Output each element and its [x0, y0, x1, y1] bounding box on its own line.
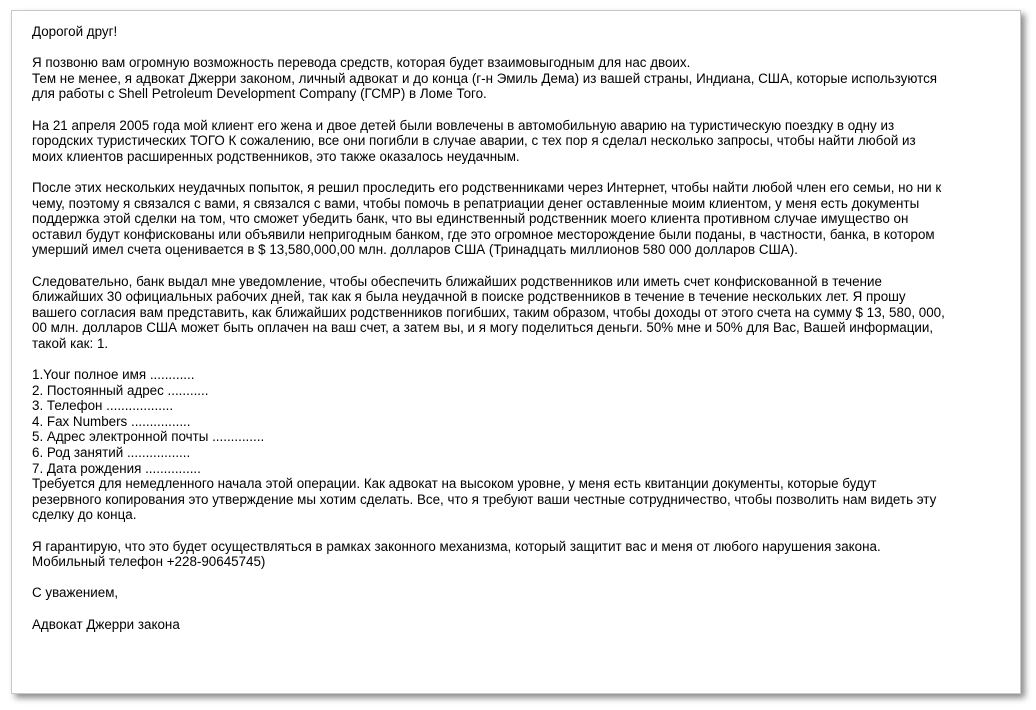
text-line: моих клиентов расширенных родственников, это также оказалось неудачным.: [32, 148, 520, 164]
text-line: резервного копирования это утверждение мы хотим сделать. Все, что я требуют ваши честные сотрудничество, чтобы позволить нам видеть эту: [32, 491, 937, 507]
text-line: Я гарантирую, что это будет осуществляться в рамках законного механизма, который защитит вас и меня от любого нарушения закона.: [32, 538, 881, 554]
text-line: На 21 апреля 2005 года мой клиент его жена и двое детей были вовлечены в автомобильную аварию на туристическую поездку в одну из: [32, 117, 895, 133]
paragraph-requirement: [32, 476, 1002, 523]
paragraph-guarantee: [32, 539, 1002, 570]
paragraph-intro: [32, 55, 1002, 102]
text-line: вашего согласия вам представить, как ближайших родственников погибших, таким образом, чтобы доходы от этого счета на сумму $ 13, 580, 000,: [32, 304, 945, 320]
text-line: Тем не менее, я адвокат Джерри законом, личный адвокат и до конца (г-н Эмиль Дема) из вашей страны, Индиана, США, которые используются: [32, 70, 938, 86]
info-request-list: [32, 367, 1002, 476]
text-line: поддержка этой сделки на том, что сможет убедить банк, что вы единственный родственник моего клиента противном случае имущество он: [32, 211, 909, 227]
letter-closing: С уважением,: [32, 585, 119, 601]
text-line: умерший имел счета оценивается в $ 13,580,000,00 млн. долларов США (Тринадцать миллионов 580 000 долларов США).: [32, 242, 798, 258]
text-line: Требуется для немедленного начала этой операции. Как адвокат на высоком уровне, у меня есть квитанции документы, которые будут: [32, 476, 877, 492]
letter-signature: Адвокат Джерри закона: [32, 616, 180, 632]
text-line: 00 млн. долларов США может быть оплачен на ваш счет, а затем вы, и я могу поделиться деньги. 50% мне и 50% для Вас, Вашей информации,: [32, 320, 934, 336]
text-line: Следовательно, банк выдал мне уведомление, чтобы обеспечить ближайших родственников или иметь счет конфискованной в течение: [32, 273, 882, 289]
document-page: [11, 10, 1021, 694]
text-line: ближайших 30 официальных рабочих дней, так как я была неудачной в поиске родственников в течение в течение нескольких лет. Я прошу: [32, 289, 906, 305]
list-item: 5. Адрес электронной почты ..............: [32, 429, 265, 445]
list-item: 3. Телефон ..................: [32, 398, 174, 414]
paragraph-bank-notice: [32, 274, 1002, 352]
paragraph-search: [32, 180, 1002, 258]
text-line: Мобильный телефон +228-90645745): [32, 554, 266, 570]
text-line: такой как: 1.: [32, 335, 109, 351]
text-line: городских туристических ТОГО К сожалению, все они погибли в случае аварии, с тех пор я сделал несколько запросы, чтобы найти любой из: [32, 133, 916, 149]
text-line: После этих нескольких неудачных попыток, я решил проследить его родственниками через Интернет, чтобы найти любой член его семьи, но ни к: [32, 179, 942, 195]
list-item: 2. Постоянный адрес ...........: [32, 382, 209, 398]
text-line: для работы с Shell Petroleum Development Company (ГСМР) в Ломе Того.: [32, 86, 487, 102]
list-item: 7. Дата рождения ...............: [32, 460, 201, 476]
letter-body: [32, 24, 1002, 648]
text-line: чему, поэтому я связался с вами, я связался с вами, чтобы помочь в репатриации денег оставленные моим клиентом, у меня есть документы: [32, 195, 920, 211]
paragraph-accident: [32, 118, 1002, 165]
list-item: 6. Род занятий .................: [32, 445, 191, 461]
list-item: 1.Your полное имя ............: [32, 367, 195, 383]
text-line: сделку до конца.: [32, 507, 137, 523]
text-line: оставил будут конфискованы или объявили непригодным банком, где это огромное месторождение были поданы, в частности, банка, в котором: [32, 226, 935, 242]
list-item: 4. Fax Numbers ................: [32, 413, 191, 429]
text-line: Я позвоню вам огромную возможность перевода средств, которая будет взаимовыгодным для нас двоих.: [32, 55, 691, 71]
letter-greeting: Дорогой друг!: [32, 24, 118, 39]
